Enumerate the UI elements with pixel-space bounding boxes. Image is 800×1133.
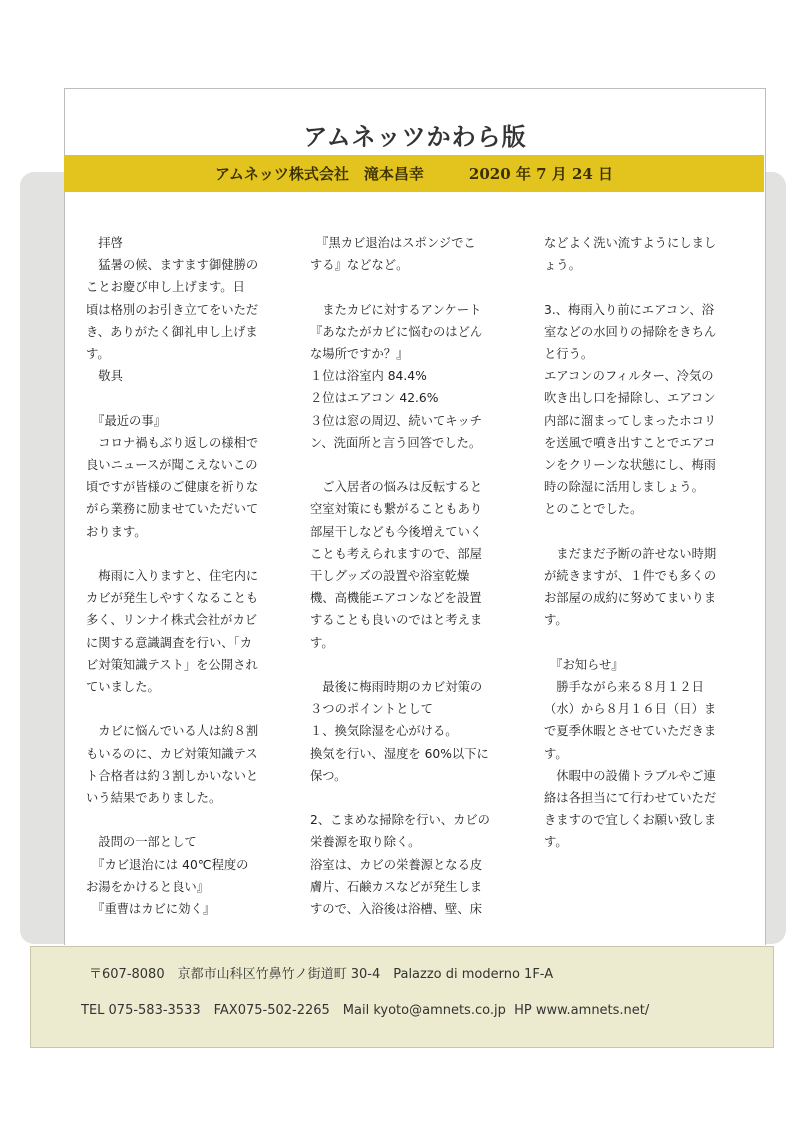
article-line: ンをクリーンな状態にし、梅雨 — [544, 458, 716, 473]
article-line: まだまだ予断の許せない時期 — [544, 546, 717, 561]
byline: アムネッツ株式会社 滝本昌幸 2020 年 7 月 24 日 — [214, 165, 614, 183]
article-line: ３位は窓の周辺、続いてキッチ — [310, 413, 482, 428]
article-line: ことも考えられますので、部屋 — [310, 546, 482, 561]
article-line — [310, 454, 490, 476]
article-line: 頃ですが皆様のご健康を祈りな — [86, 480, 259, 495]
article-line: 3.、梅雨入り前にエアコン、浴 — [544, 302, 714, 317]
article-line: 吹き出し口を掃除し、エアコン — [544, 391, 716, 406]
article-line: 勝手ながら来る８月１２日 — [544, 680, 704, 695]
article-line: すので、入浴後は浴槽、壁、床 — [310, 902, 482, 917]
article-line: 頃は格別のお引き立てをいただ — [86, 302, 259, 317]
article-line: 設問の一部として — [86, 835, 197, 850]
article-line: 梅雨に入りますと、住宅内に — [86, 569, 259, 584]
article-line: 時の除湿に活用しましょう。 — [544, 480, 704, 495]
footer-contact: TEL 075-583-3533 FAX075-502-2265 Mail kyoto@amnets.co.jp HP www.amnets.net/ — [81, 1003, 650, 1018]
article-line: 多く、リンナイ株式会社がカビ — [86, 613, 258, 628]
article-line — [86, 387, 266, 409]
article-line: カビが発生しやすくなることも — [86, 591, 259, 606]
article-line: 内部に溜まってしまったホコリ — [544, 413, 717, 428]
article-line — [544, 632, 724, 654]
article-line: 絡は各担当にて行わせていただ — [544, 791, 717, 806]
article-line: いう結果でありました。 — [86, 791, 222, 806]
article-line: カビに悩んでいる人は約８割 — [86, 724, 259, 739]
article-line: ていました。 — [86, 680, 160, 695]
article-line: 2、こまめな掃除を行い、カビの — [310, 813, 490, 828]
article-line: に関する意識調査を行い、「カ — [86, 635, 253, 650]
article-line: す。 — [86, 347, 110, 362]
article-line: 休暇中の設備トラブルやご連 — [544, 768, 716, 783]
article-line: 『重曹はカビに効く』 — [86, 902, 216, 917]
article-column-3 — [544, 232, 724, 854]
article-line: 最後に梅雨時期のカビ対策の — [310, 680, 483, 695]
article-line: などよく洗い流すようにしまし — [544, 236, 717, 250]
article-line: ト合格者は約３割しかいないと — [86, 768, 259, 783]
article-line: することも良いのではと考えま — [310, 613, 483, 628]
article-line: 『最近の事』 — [86, 413, 166, 428]
byline-band — [64, 155, 764, 192]
article-line: もいるのに、カビ対策知識テス — [86, 746, 258, 761]
article-line: お湯をかけると良い』 — [86, 879, 209, 894]
article-line: す。 — [544, 746, 568, 761]
article-line — [310, 654, 490, 676]
article-line: 干しグッズの設置や浴室乾燥 — [310, 569, 470, 584]
article-line: （水）から８月１６日（日）ま — [544, 702, 717, 717]
article-line: 保つ。 — [310, 768, 347, 783]
article-line — [86, 543, 266, 565]
article-line — [86, 809, 266, 831]
article-line: 猛暑の候、ますます御健勝の — [86, 258, 259, 273]
article-column-1 — [86, 232, 266, 920]
article-line: １、換気除湿を心がける。 — [310, 724, 458, 739]
article-column-2 — [310, 232, 490, 920]
article-line: 部屋干しなども今後増えていく — [310, 524, 483, 539]
article-line: ビ対策知識テスト」を公開され — [86, 657, 258, 672]
article-line: ３つのポイントとして — [310, 702, 433, 717]
article-line: またカビに対するアンケート — [310, 302, 482, 317]
article-line: き、ありがたく御礼申し上げま — [86, 324, 258, 339]
article-line: を送風で噴き出すことでエアコ — [544, 435, 716, 450]
article-line: 機、高機能エアコンなどを設置 — [310, 591, 482, 606]
article-line: ２位はエアコン 42.6% — [310, 391, 439, 406]
article-line: 『あなたがカビに悩むのはどん — [310, 324, 483, 339]
article-line: が続きますが、１件でも多くの — [544, 569, 717, 584]
article-line: な場所ですか？』 — [310, 347, 409, 362]
article-line: 良いニュースが聞こえないこの — [86, 458, 258, 473]
article-line: する』などなど。 — [310, 258, 409, 273]
article-line: 『お知らせ』 — [544, 657, 624, 672]
article-line: 浴室は、カビの栄養源となる皮 — [310, 857, 483, 872]
article-line: １位は浴室内 84.4% — [310, 369, 427, 384]
article-line: ょう。 — [544, 258, 581, 273]
article-line — [86, 698, 266, 720]
article-line: す。 — [544, 835, 568, 850]
article-line: 『黒カビ退治はスポンジでこ — [310, 236, 476, 250]
article-line: と行う。 — [544, 347, 594, 362]
article-line — [544, 276, 724, 298]
article-line: 室などの水回りの掃除をきちん — [544, 324, 717, 339]
newsletter-title: アムネッツかわら版 — [303, 122, 527, 151]
article-line: ことお慶び申し上げます。日 — [86, 280, 245, 295]
article-line: コロナ禍もぶり返しの様相で — [86, 435, 259, 450]
article-line: 空室対策にも繋がることもあり — [310, 502, 483, 517]
article-line: で夏季休暇とさせていただきま — [544, 724, 717, 739]
article-line: きますので宜しくお願い致しま — [544, 813, 717, 828]
article-line: す。 — [544, 613, 568, 628]
article-line: エアコンのフィルター、冷気の — [544, 369, 714, 384]
article-line — [310, 787, 490, 809]
article-line: おります。 — [86, 524, 147, 539]
article-line: お部屋の成約に努めてまいりま — [544, 591, 717, 606]
article-line: ン、洗面所と言う回答でした。 — [310, 435, 482, 450]
article-line: ご入居者の悩みは反転すると — [310, 480, 483, 495]
article-line — [544, 521, 724, 543]
article-line: とのことでした。 — [544, 502, 643, 517]
article-line: す。 — [310, 635, 334, 650]
article-line: がら業務に励ませていただいて — [86, 502, 259, 517]
article-line: 栄養源を取り除く。 — [310, 835, 421, 850]
article-line: 拝啓 — [86, 236, 123, 250]
article-line: 換気を行い、湿度を 60%以下に — [310, 746, 489, 761]
footer-address: 〒607-8080 京都市山科区竹鼻竹ノ街道町 30-4 Palazzo di moderno 1F-A — [89, 967, 554, 982]
article-line — [310, 276, 490, 298]
footer-contact-box — [30, 946, 774, 1048]
article-line: 膚片、石鹸カスなどが発生しま — [310, 879, 483, 894]
article-line: 敬具 — [86, 369, 123, 384]
article-line: 『カビ退治には 40℃程度の — [86, 857, 249, 872]
